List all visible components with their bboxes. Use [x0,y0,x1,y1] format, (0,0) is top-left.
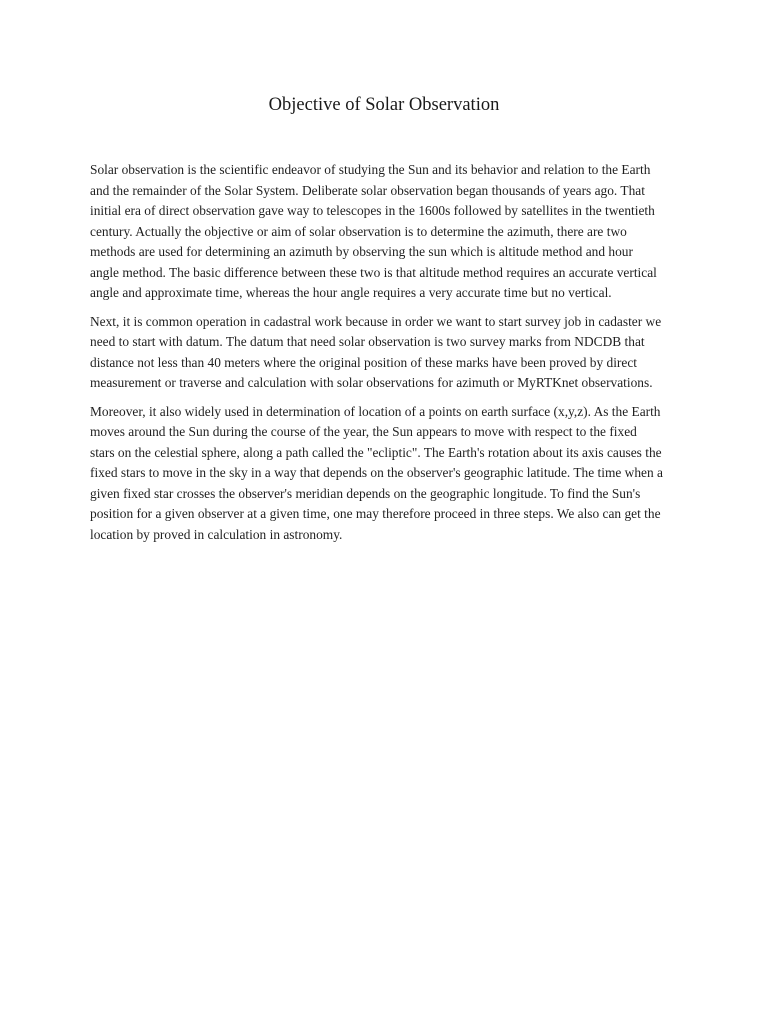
paragraph-2: Next, it is common operation in cadastral work because in order we want to start survey job in cadaster we need to start with datum. The datum that need solar observation is two survey marks from NDCDB that distance not less than 40 meters where the original position of these marks have been proved by direct measurement or traverse and calculation with solar observations for azimuth or MyRTKnet observations. [90,313,662,390]
paragraph-1: Solar observation is the scientific endeavor of studying the Sun and its behavior and relation to the Earth and the remainder of the Solar System. Deliberate solar observation began thousands of years ago. That initial era of direct observation gave way to telescopes in the 1600s followed by satellites in the twentieth century. Actually the objective or aim of solar observation is to determine the azimuth, there are two methods are used for determining an azimuth by observing the sun which is altitude method and hour angle method. The basic difference between these two is that altitude method requires an accurate vertical angle and approximate time, whereas the hour angle requires a very accurate time but no vertical. [90,162,657,300]
document-title: Objective of Solar Observation [268,95,500,115]
document-body [90,160,664,553]
paragraph-3: Moreover, it also widely used in determination of location of a points on earth surface (x,y,z). As the Earth moves around the Sun during the course of the year, the Sun appears to move with respect to the fixed stars on the celestial sphere, along a path called the "ecliptic". The Earth's rotation about its axis causes the fixed stars to move in the sky in a way that depends on the observer's geographic latitude. The time when a given fixed star crosses the observer's meridian depends on the geographic longitude. To find the Sun's position for a given observer at a given time, one may therefore proceed in three steps. We also can get the location by proved in calculation in astronomy. [90,403,663,542]
